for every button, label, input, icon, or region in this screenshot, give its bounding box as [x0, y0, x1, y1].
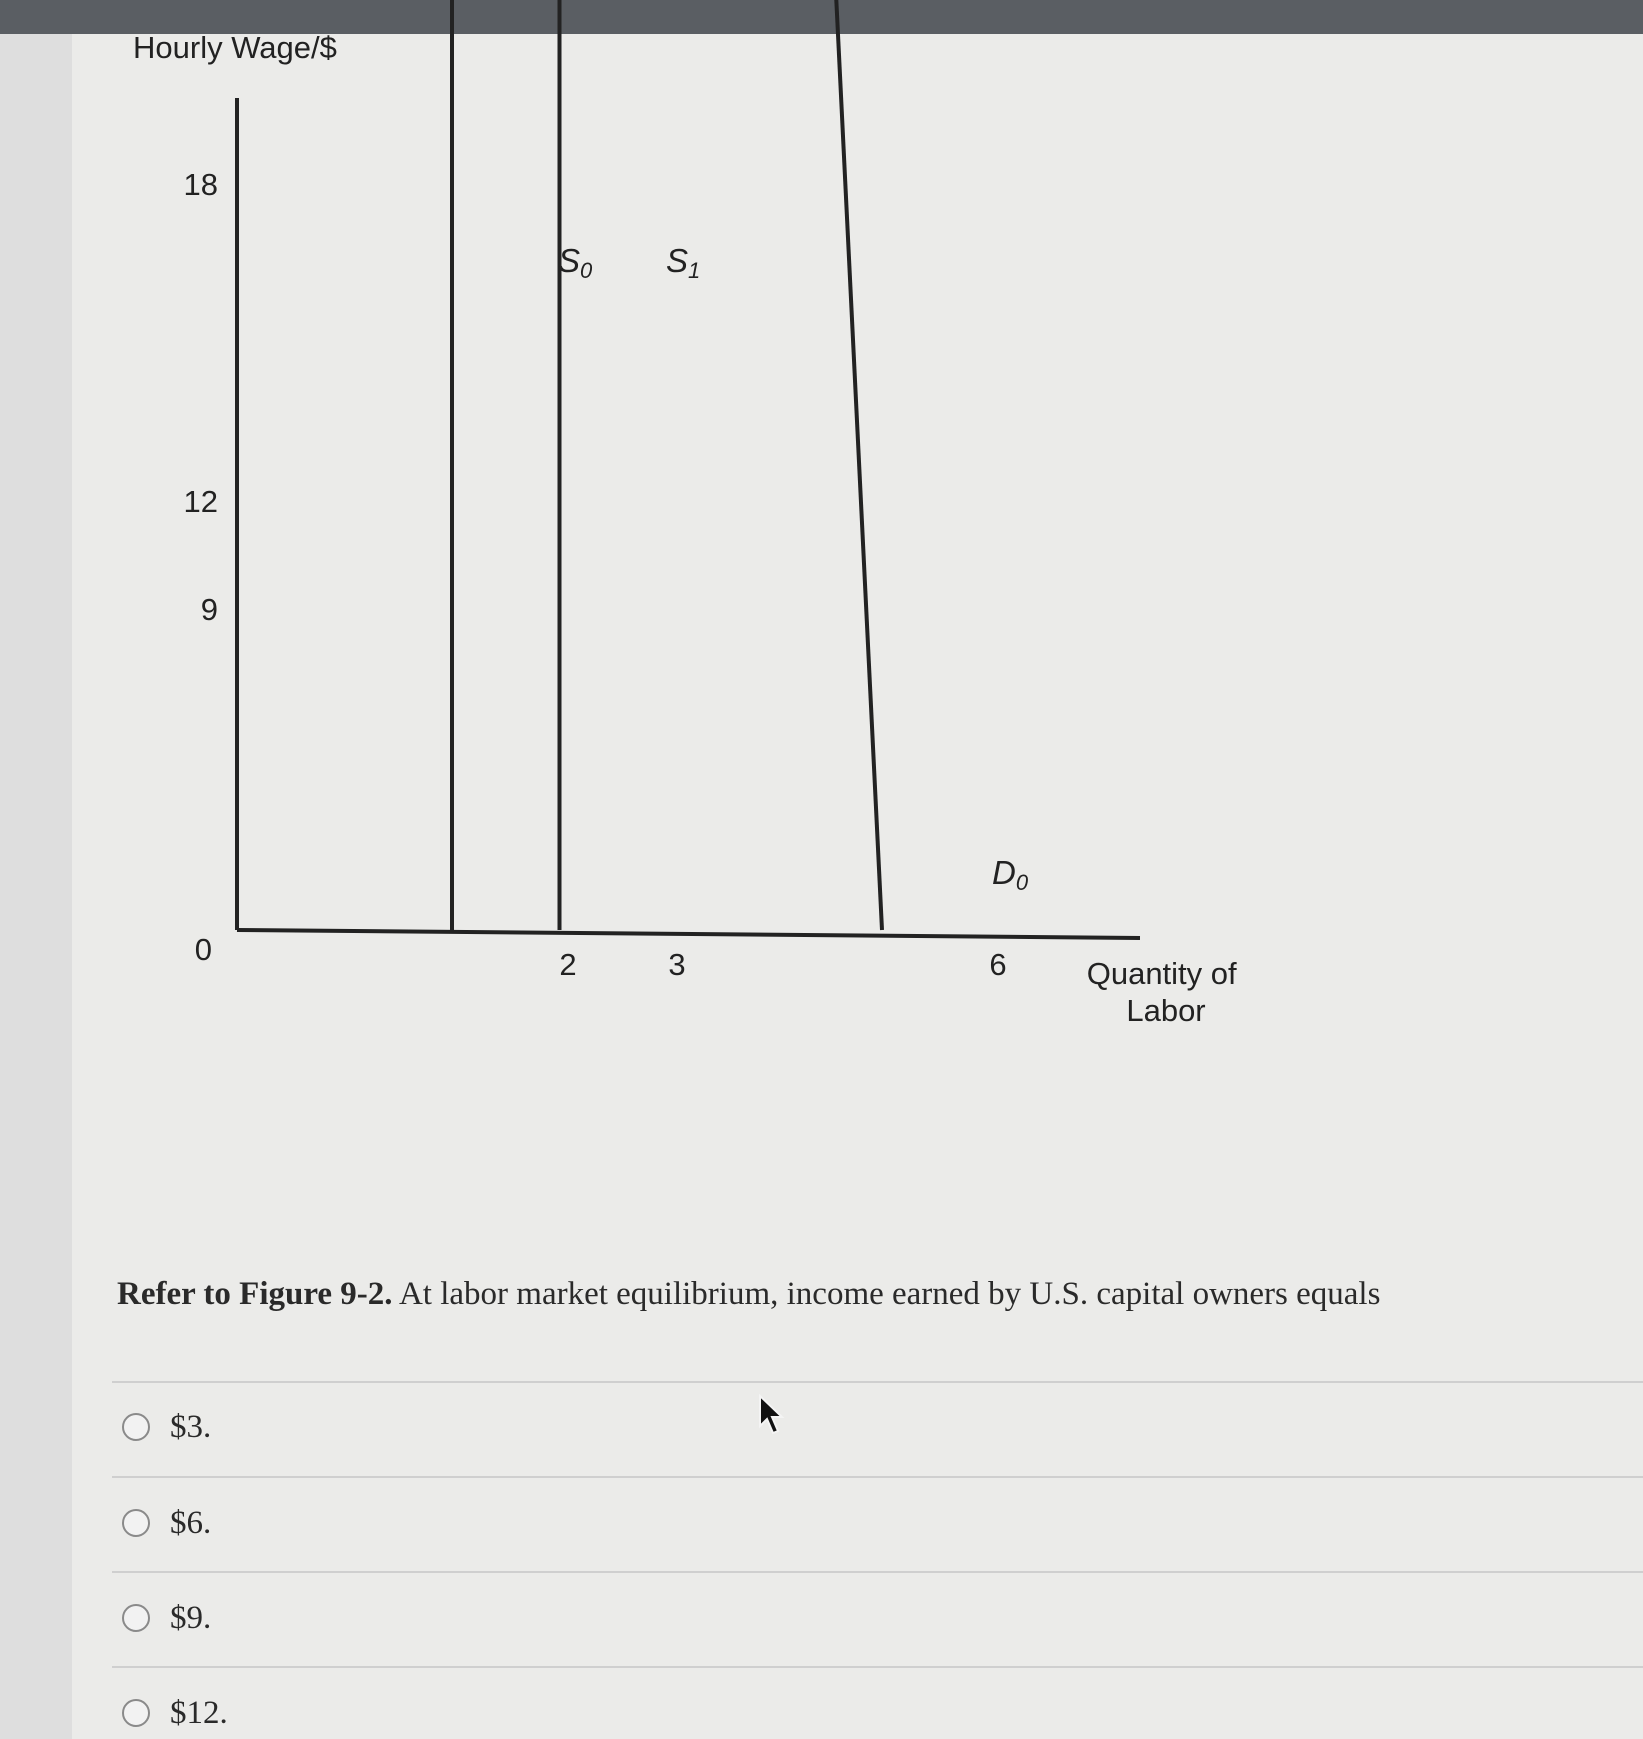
- s0-label: S0: [558, 242, 593, 283]
- question-text: [117, 1276, 1617, 1313]
- divider: [112, 1571, 1643, 1573]
- option-label: $9.: [170, 1599, 212, 1636]
- option-12[interactable]: [122, 1688, 228, 1738]
- x-tick-3: 3: [668, 947, 686, 982]
- x-tick-6: 6: [989, 947, 1007, 982]
- divider: [112, 1666, 1643, 1668]
- option-label: $12.: [170, 1694, 228, 1731]
- option-label: $3.: [170, 1408, 212, 1445]
- y-tick-0: 0: [194, 932, 212, 967]
- option-6[interactable]: [122, 1498, 211, 1548]
- x-axis-label-line2: Labor: [1126, 993, 1206, 1028]
- radio-button[interactable]: [122, 1509, 150, 1537]
- option-9[interactable]: [122, 1593, 211, 1643]
- divider: [112, 1381, 1643, 1383]
- y-tick-9: 9: [200, 592, 218, 627]
- mouse-cursor-icon: [758, 1394, 788, 1438]
- divider: [112, 1476, 1643, 1478]
- question-body: At labor market equilibrium, income earned by U.S. capital owners equals: [398, 1276, 1381, 1312]
- figure-reference: Refer to Figure 9-2.: [117, 1276, 393, 1312]
- x-tick-2: 2: [559, 947, 577, 982]
- radio-button[interactable]: [122, 1413, 150, 1441]
- curves: [237, 0, 882, 930]
- radio-button[interactable]: [122, 1604, 150, 1632]
- option-label: $6.: [170, 1504, 212, 1541]
- x-axis-label-line1: Quantity of: [1086, 956, 1237, 991]
- s1-label: S1: [666, 242, 701, 283]
- option-3[interactable]: [122, 1402, 211, 1452]
- axes: [237, 98, 1140, 938]
- y-axis-label: Hourly Wage/$: [133, 30, 337, 65]
- y-tick-18: 18: [183, 167, 218, 202]
- y-tick-12: 12: [183, 484, 218, 519]
- d0-label: D0: [992, 854, 1029, 895]
- x-axis-line: [237, 930, 1140, 938]
- radio-button[interactable]: [122, 1699, 150, 1727]
- x-axis-label: [1087, 956, 1246, 1028]
